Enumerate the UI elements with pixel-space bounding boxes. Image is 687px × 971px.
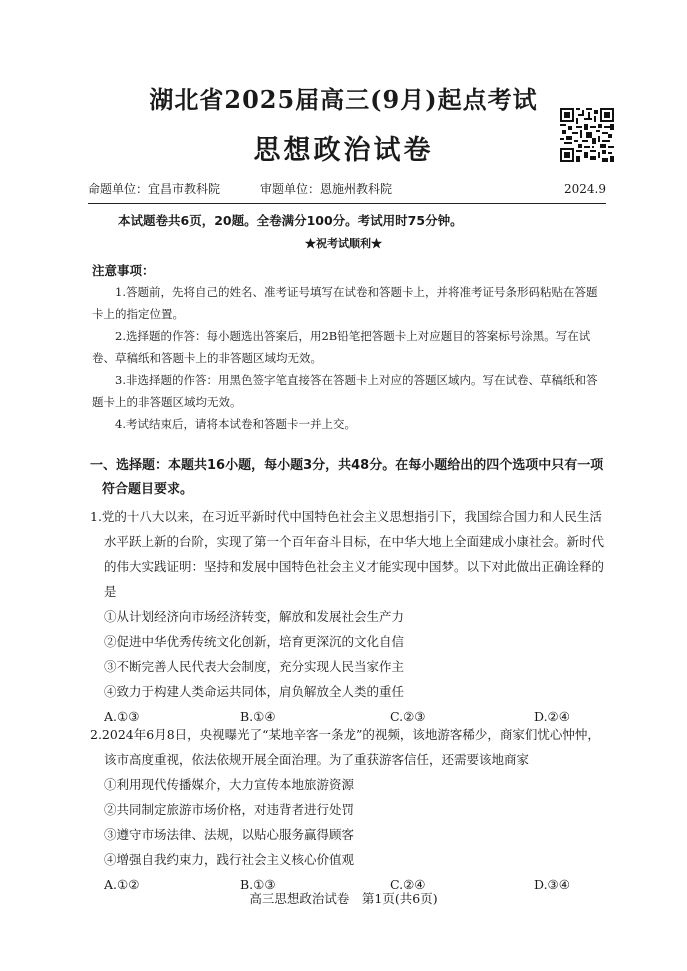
choice-a: A.①③ bbox=[104, 709, 140, 724]
statement-option: ④致力于构建人类命运共同体，肩负解放全人类的重任 bbox=[104, 684, 405, 699]
exam-title: 湖北省2025届高三(9月)起点考试 bbox=[149, 85, 538, 114]
section-heading-line: 符合题目要求。 bbox=[102, 482, 194, 497]
question-1 bbox=[90, 504, 612, 729]
question-2 bbox=[90, 722, 612, 897]
choice-b: B.①④ bbox=[240, 709, 276, 724]
statement-option: ①从计划经济向市场经济转变，解放和发展社会生产力 bbox=[104, 609, 405, 624]
statement-option: ②共同制定旅游市场价格，对违背者进行处罚 bbox=[104, 802, 355, 817]
choice-a: A.①② bbox=[104, 877, 140, 892]
statement-option: ①利用现代传播媒介，大力宣传本地旅游资源 bbox=[104, 777, 355, 792]
notes-list bbox=[92, 281, 606, 435]
statement-option: ③不断完善人民代表大会制度，充分实现人民当家作主 bbox=[104, 659, 405, 674]
section-heading bbox=[90, 454, 610, 502]
note-item: 2.选择题的作答：每小题选出答案后，用2B铅笔把答题卡上对应题目的答案标号涂黑。写在试卷、草稿纸和答题卡上的非答题区域均无效。 bbox=[92, 329, 591, 365]
choice-d: D.③④ bbox=[534, 877, 570, 892]
note-item: 3.非选择题的作答：用黑色签字笔直接答在答题卡上对应的答题区域内。写在试卷、草稿纸和答题卡上的非答题区域均无效。 bbox=[92, 373, 598, 409]
statement-option: ②促进中华优秀传统文化创新，培育更深沉的文化自信 bbox=[104, 634, 405, 649]
statement-option: ④增强自我约束力，践行社会主义核心价值观 bbox=[104, 852, 355, 867]
question-stem: 2.2024年6月8日，央视曝光了“某地辛客一条龙”的视频，该地游客稀少，商家们忧心忡忡，该市高度重视，依法依规开展全面治理。为了重获游客信任，还需要该地商家 bbox=[90, 727, 600, 767]
statement-option: ③遵守市场法律、法规，以贴心服务赢得顾客 bbox=[104, 827, 355, 842]
exam-date: 2024.9 bbox=[564, 182, 606, 196]
note-item: 1.答题前，先将自己的姓名、准考证号填写在试卷和答题卡上，并将准考证号条形码粘贴在答题卡上的指定位置。 bbox=[92, 285, 598, 321]
reviewer-unit: 审题单位：恩施州教科院 bbox=[260, 182, 393, 196]
exam-info: 本试题卷共6页，20题。全卷满分100分。考试用时75分钟。 bbox=[118, 213, 463, 228]
choice-c: C.②④ bbox=[390, 877, 426, 892]
question-stem: 1.党的十八大以来，在习近平新时代中国特色社会主义思想指引下，我国综合国力和人民生活水平跃上新的台阶，实现了第一个百年奋斗目标，在中华大地上全面建成小康社会。新时代的伟大实践证明：坚持和发展中国特色社会主义才能实现中国梦。以下对此做出正确诠释的是 bbox=[90, 509, 605, 599]
choice-d: D.②④ bbox=[534, 709, 570, 724]
note-item: 4.考试结束后，请将本试卷和答题卡一并上交。 bbox=[115, 417, 356, 431]
qr-code bbox=[560, 108, 614, 162]
exam-meta bbox=[88, 180, 606, 198]
choice-c: C.②③ bbox=[390, 709, 426, 724]
subject-title: 思想政治试卷 bbox=[253, 135, 434, 166]
setter-unit: 命题单位：宜昌市教科院 bbox=[88, 182, 221, 196]
header-divider bbox=[88, 203, 606, 204]
notes-title: 注意事项： bbox=[92, 263, 155, 278]
choice-b: B.①③ bbox=[240, 877, 276, 892]
section-heading-line: 一、选择题：本题共16小题，每小题3分，共48分。在每小题给出的四个选项中只有一项 bbox=[90, 458, 604, 473]
good-luck-line: ★祝考试顺利★ bbox=[305, 237, 382, 250]
page-footer: 高三思想政治试卷 第1页(共6页) bbox=[249, 891, 438, 906]
